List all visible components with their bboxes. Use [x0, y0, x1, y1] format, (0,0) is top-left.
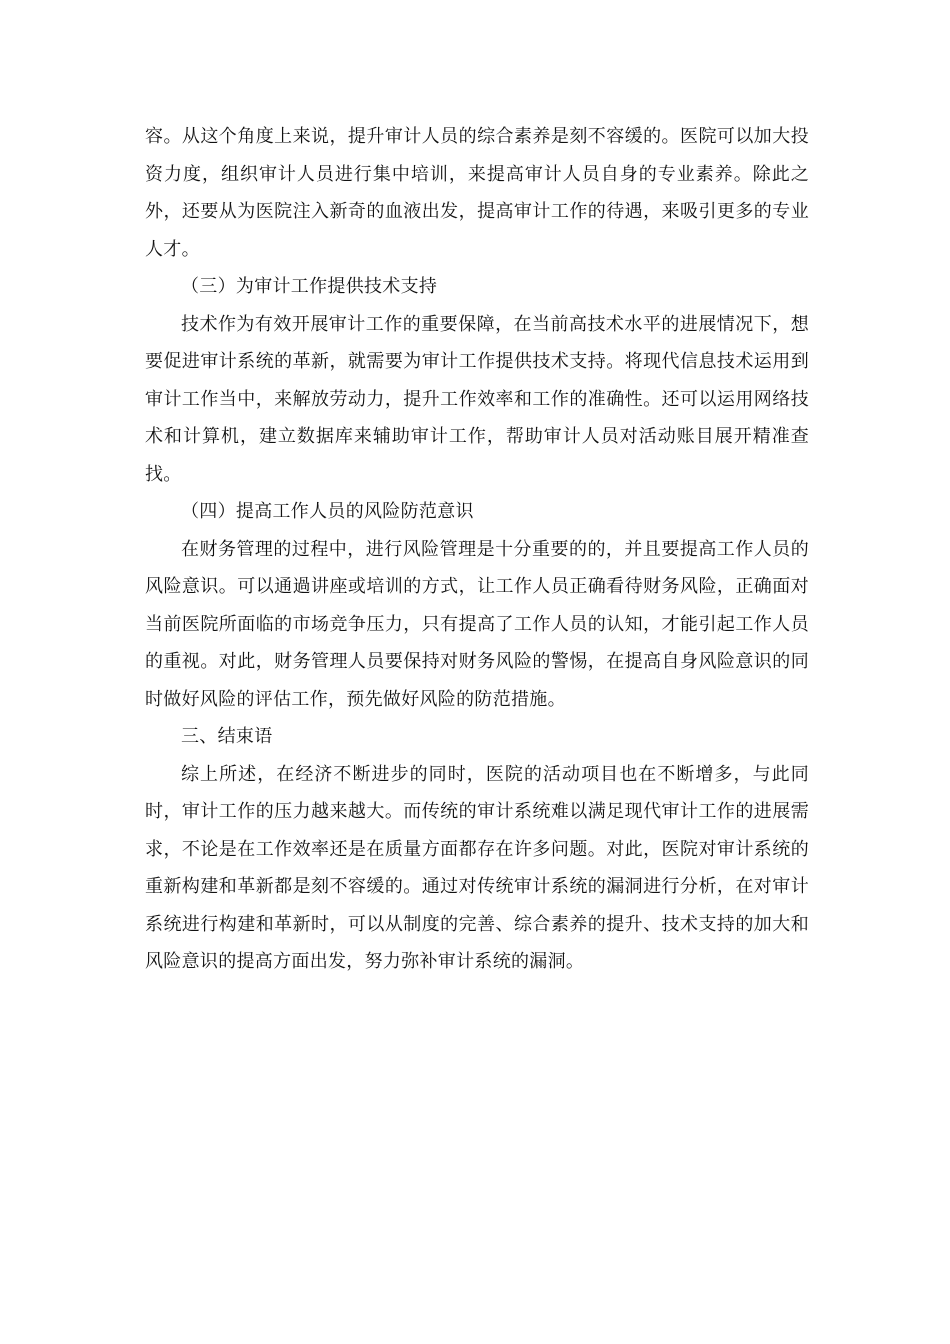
paragraph-continuation: 容。从这个角度上来说，提升审计人员的综合素养是刻不容缓的。医院可以加大投资力度，组织审计人员进行集中培训，来提高审计人员自身的专业素养。除此之外，还要从为医院注入新奇的血液出发，提高审计工作的待遇，来吸引更多的专业人才。: [145, 126, 809, 260]
paragraph-tech-support: 技术作为有效开展审计工作的重要保障，在当前高技术水平的进展情况下，想要促进审计系统的革新，就需要为审计工作提供技术支持。将现代信息技术运用到审计工作当中，来解放劳动力，提升工作效率和工作的准确性。还可以运用网络技术和计算机，建立数据库来辅助审计工作，帮助审计人员对活动账目展开精准查找。: [145, 313, 809, 485]
section-heading-tech-support: （三）为审计工作提供技术支持: [181, 276, 438, 297]
section-heading-conclusion: 三、结束语: [181, 726, 273, 747]
section-heading-risk-awareness: （四）提高工作人员的风险防范意识: [181, 501, 474, 522]
document-body: [145, 118, 809, 981]
paragraph-risk-awareness: 在财务管理的过程中，进行风险管理是十分重要的的，并且要提高工作人员的风险意识。可以通過讲座或培训的方式，让工作人员正确看待财务风险，正确面对当前医院所面临的市场竞争压力，只有提高了工作人员的认知，才能引起工作人员的重视。对此，财务管理人员要保持对财务风险的警惕，在提高自身风险意识的同时做好风险的评估工作，预先做好风险的防范措施。: [145, 538, 809, 710]
paragraph-conclusion: 综上所述，在经济不断进步的同时，医院的活动项目也在不断增多，与此同时，审计工作的压力越来越大。而传统的审计系统难以满足现代审计工作的进展需求，不论是在工作效率还是在质量方面都存在许多问题。对此，医院对审计系统的重新构建和革新都是刻不容缓的。通过对传统审计系统的漏洞进行分析，在对审计系统进行构建和革新时，可以从制度的完善、综合素养的提升、技术支持的加大和风险意识的提高方面出发，努力弥补审计系统的漏洞。: [145, 763, 809, 972]
